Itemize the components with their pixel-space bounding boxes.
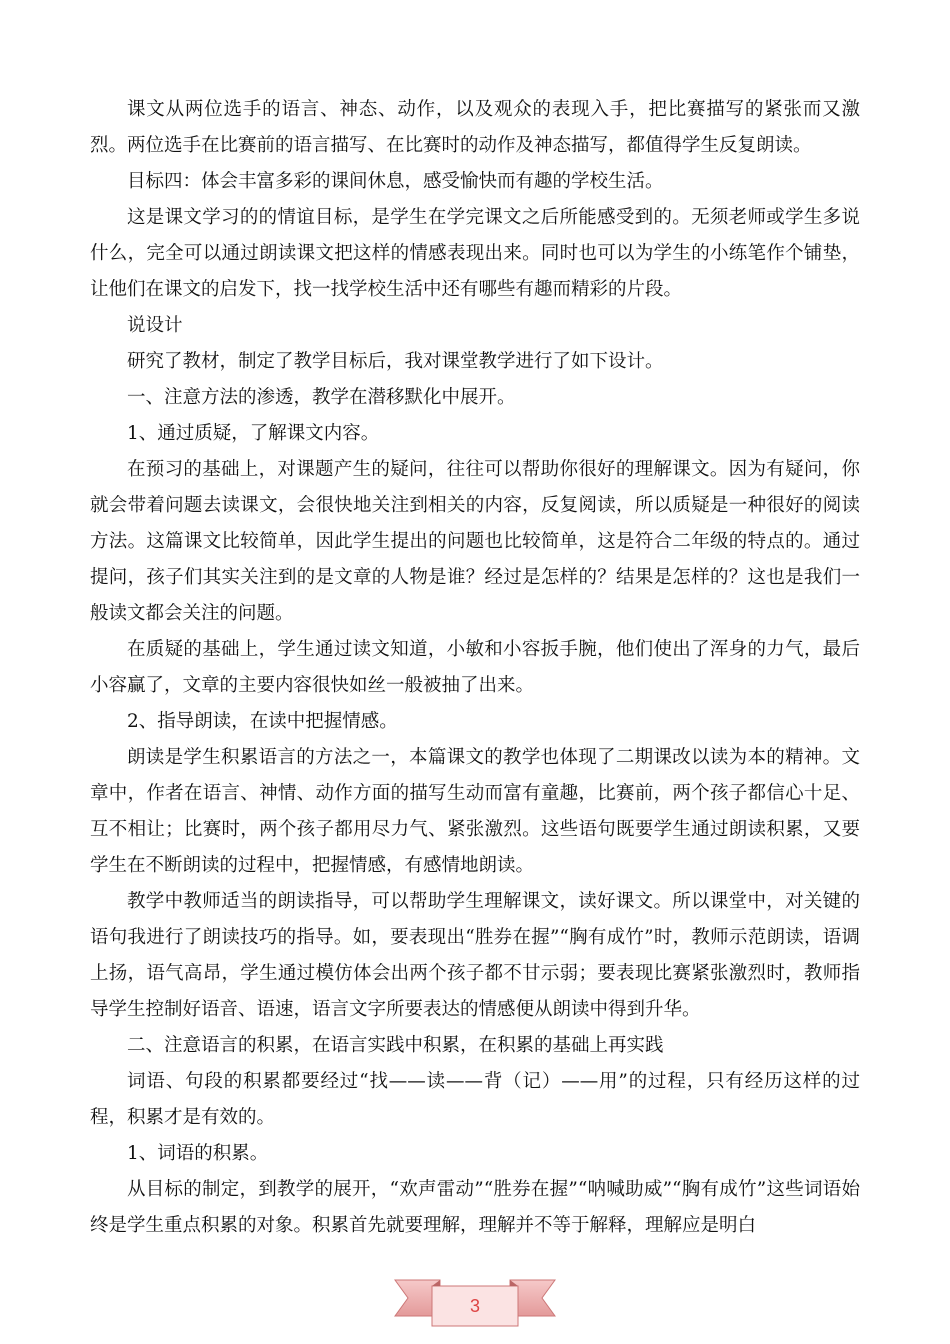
paragraph: 研究了教材，制定了教学目标后，我对课堂教学进行了如下设计。 [127,351,664,372]
subsection-heading: 1、词语的积累。 [127,1143,269,1164]
body-text [90,92,860,1244]
page-number: 3 [469,1295,480,1316]
paragraph: 这是课文学习的的情谊目标，是学生在学完课文之后所能感受到的。无须老师或学生多说什么，完全可以通过朗读课文把这样的情感表现出来。同时也可以为学生的小练笔作个铺垫，让他们在课文的启发下，找一找学校生活中还有哪些有趣而精彩的片段。 [90,207,860,300]
paragraph: 在预习的基础上，对课题产生的疑问，往往可以帮助你很好的理解课文。因为有疑问，你就会带着问题去读课文，会很快地关注到相关的内容，反复阅读，所以质疑是一种很好的阅读方法。这篇课文比较简单，因此学生提出的问题也比较简单，这是符合二年级的特点的。通过提问，孩子们其实关注到的是文章的人物是谁？经过是怎样的？结果是怎样的？这也是我们一般读文都会关注的问题。 [90,459,860,624]
paragraph: 目标四：体会丰富多彩的课间休息，感受愉快而有趣的学校生活。 [127,171,664,192]
paragraph: 朗读是学生积累语言的方法之一，本篇课文的教学也体现了二期课改以读为本的精神。文章中，作者在语言、神情、动作方面的描写生动而富有童趣，比赛前，两个孩子都信心十足、互不相让；比赛时，两个孩子都用尽力气、紧张激烈。这些语句既要学生通过朗读积累，又要学生在不断朗读的过程中，把握情感，有感情地朗读。 [90,747,860,876]
section-heading: 二、注意语言的积累，在语言实践中积累，在积累的基础上再实践 [127,1035,664,1056]
paragraph: 词语、句段的积累都要经过“找——读——背（记）——用”的过程，只有经历这样的过程，积累才是有效的。 [90,1071,860,1128]
section-heading: 说设计 [127,315,183,336]
section-heading: 一、注意方法的渗透，教学在潜移默化中展开。 [127,387,516,408]
paragraph: 从目标的制定，到教学的展开，“欢声雷动”“胜券在握”“呐喊助威”“胸有成竹”这些词语始终是学生重点积累的对象。积累首先就要理解，理解并不等于解释，理解应是明白 [90,1179,860,1236]
subsection-heading: 2、指导朗读，在读中把握情感。 [127,711,398,732]
subsection-heading: 1、通过质疑，了解课文内容。 [127,423,380,444]
paragraph: 课文从两位选手的语言、神态、动作，以及观众的表现入手，把比赛描写的紧张而又激烈。两位选手在比赛前的语言描写、在比赛时的动作及神态描写，都值得学生反复朗读。 [90,99,860,156]
paragraph: 教学中教师适当的朗读指导，可以帮助学生理解课文，读好课文。所以课堂中，对关键的语句我进行了朗读技巧的指导。如，要表现出“胜券在握”“胸有成竹”时，教师示范朗读，语调上扬，语气高昂，学生通过模仿体会出两个孩子都不甘示弱；要表现比赛紧张激烈时，教师指导学生控制好语音、语速，语言文字所要表达的情感便从朗读中得到升华。 [90,891,860,1020]
paragraph: 在质疑的基础上，学生通过读文知道，小敏和小容扳手腕，他们使出了浑身的力气，最后小容赢了，文章的主要内容很快如丝一般被抽了出来。 [90,639,860,696]
